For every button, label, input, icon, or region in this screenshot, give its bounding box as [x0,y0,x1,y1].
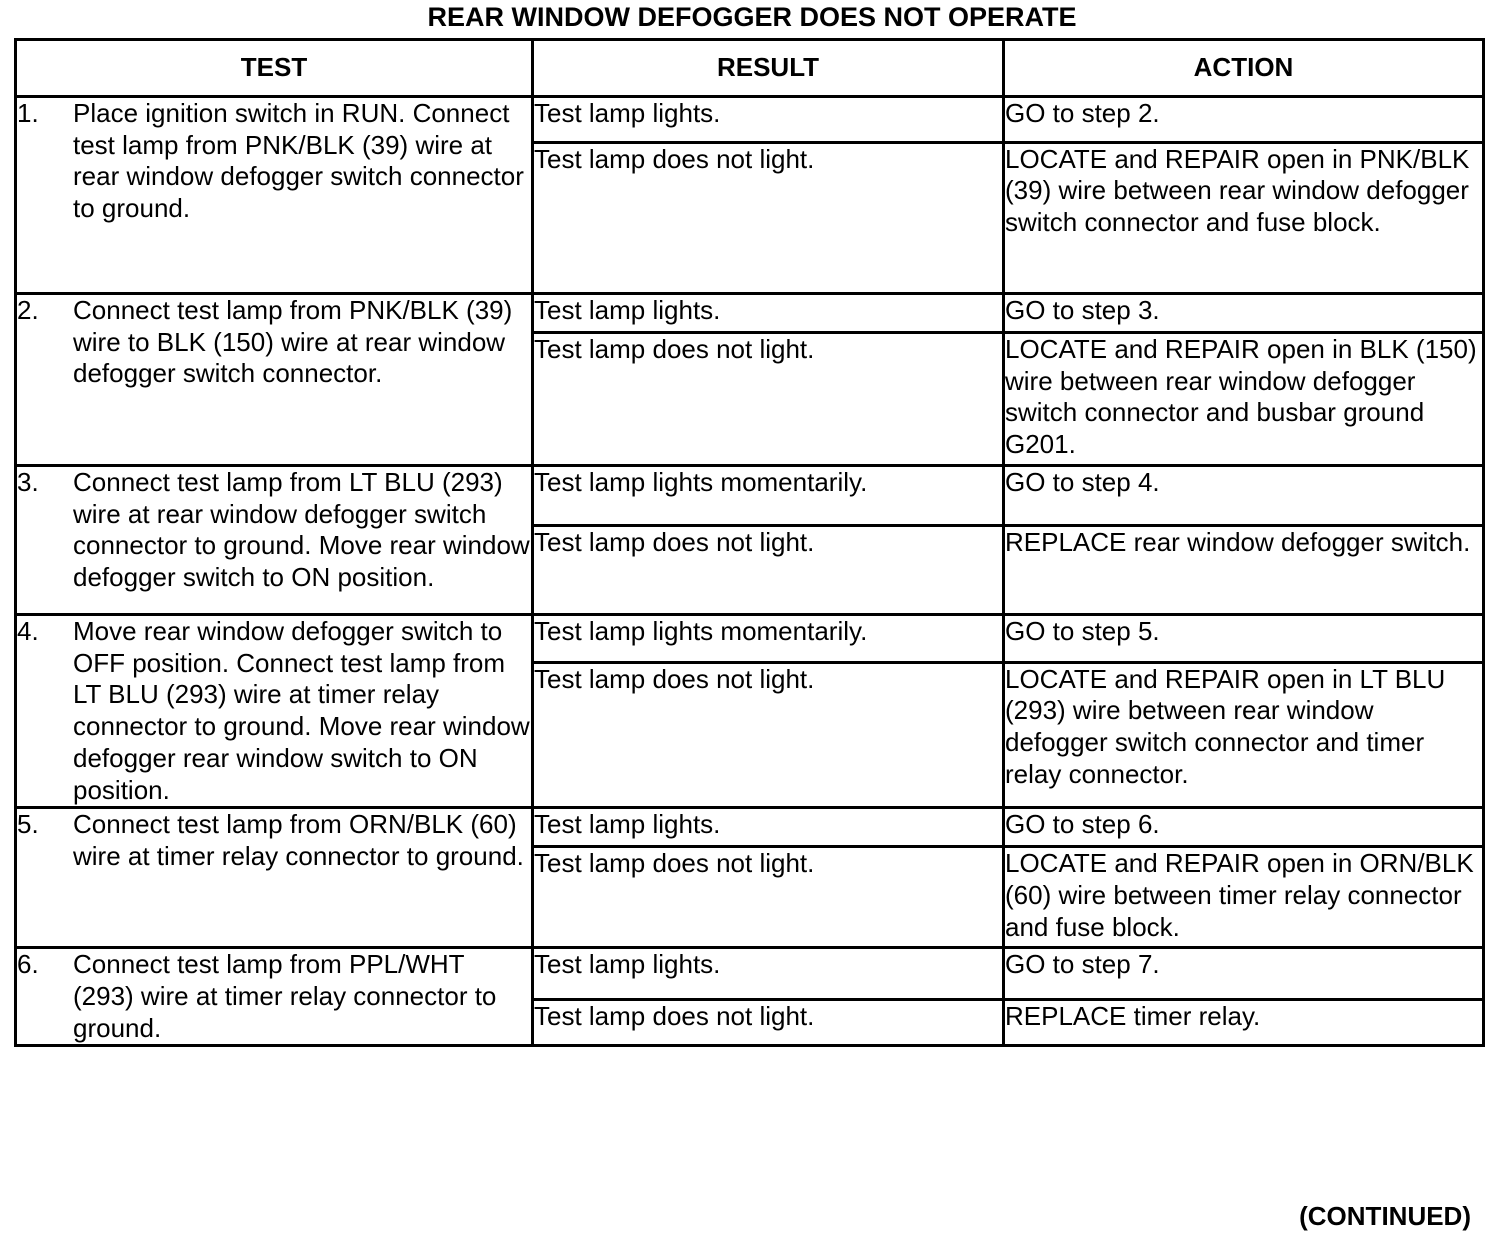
action-cell: LOCATE and REPAIR open in PNK/BLK (39) wire between rear window defogger switch connector and fuse block. [1004,142,1484,293]
step-number: 4. [17,616,39,646]
result-cell: Test lamp lights. [533,948,1004,999]
result-cell: Test lamp does not light. [533,662,1004,808]
step-5-test-cell [16,808,533,948]
result-cell: Test lamp lights. [533,294,1004,333]
step-1-test-cell [16,97,533,294]
step-test-text: Connect test lamp from ORN/BLK (60) wire at timer relay connector to ground. [73,809,524,871]
action-cell: LOCATE and REPAIR open in ORN/BLK (60) wire between timer relay connector and fuse block. [1004,847,1484,948]
step-6-test-cell [16,948,533,1046]
step-number: 3. [17,467,39,497]
step-3-row-a [16,466,1484,526]
header-result: RESULT [533,40,1004,97]
result-cell: Test lamp does not light. [533,526,1004,615]
step-1-row-a [16,97,1484,143]
result-cell: Test lamp does not light. [533,999,1004,1046]
result-cell: Test lamp lights momentarily. [533,615,1004,663]
step-test-text: Connect test lamp from PNK/BLK (39) wire to BLK (150) wire at rear window defogger switch connector. [73,295,513,389]
step-test-text: Place ignition switch in RUN. Connect test lamp from PNK/BLK (39) wire at rear window defogger switch connector to ground. [73,98,524,224]
header-action: ACTION [1004,40,1484,97]
header-row [16,40,1484,97]
step-5-row-a [16,808,1484,847]
step-number: 2. [17,295,39,325]
result-cell: Test lamp does not light. [533,142,1004,293]
step-4-test-cell [16,615,533,808]
header-test: TEST [16,40,533,97]
result-cell: Test lamp lights. [533,97,1004,143]
action-cell: GO to step 6. [1004,808,1484,847]
action-cell: REPLACE timer relay. [1004,999,1484,1046]
continued-label: (CONTINUED) [1299,1201,1471,1231]
action-cell: GO to step 2. [1004,97,1484,143]
step-number: 1. [17,98,39,128]
step-number: 6. [17,949,39,980]
diagnostic-table [14,38,1485,1047]
action-cell: GO to step 4. [1004,466,1484,526]
result-cell: Test lamp does not light. [533,333,1004,466]
step-6-row-a [16,948,1484,999]
step-test-text: Move rear window defogger switch to OFF position. Connect test lamp from LT BLU (293) wire at timer relay connector to ground. Move rear window defogger rear window switch to ON position. [73,616,530,805]
step-2-test-cell [16,294,533,466]
step-2-row-a [16,294,1484,333]
result-cell: Test lamp lights momentarily. [533,466,1004,526]
result-cell: Test lamp does not light. [533,847,1004,948]
step-4-row-a [16,615,1484,663]
step-number: 5. [17,809,39,840]
action-cell: REPLACE rear window defogger switch. [1004,526,1484,615]
action-cell: LOCATE and REPAIR open in BLK (150) wire between rear window defogger switch connector and busbar ground G201. [1004,333,1484,466]
action-cell: GO to step 5. [1004,615,1484,663]
result-cell: Test lamp lights. [533,808,1004,847]
step-test-text: Connect test lamp from LT BLU (293) wire at rear window defogger switch connector to ground. Move rear window defogger switch to ON position. [73,467,530,593]
step-test-text: Connect test lamp from PPL/WHT (293) wire at timer relay connector to ground. [73,949,497,1043]
page-title: REAR WINDOW DEFOGGER DOES NOT OPERATE [427,2,1077,32]
step-3-test-cell [16,466,533,615]
action-cell: LOCATE and REPAIR open in LT BLU (293) wire between rear window defogger switch connector and timer relay connector. [1004,662,1484,808]
action-cell: GO to step 7. [1004,948,1484,999]
action-cell: GO to step 3. [1004,294,1484,333]
